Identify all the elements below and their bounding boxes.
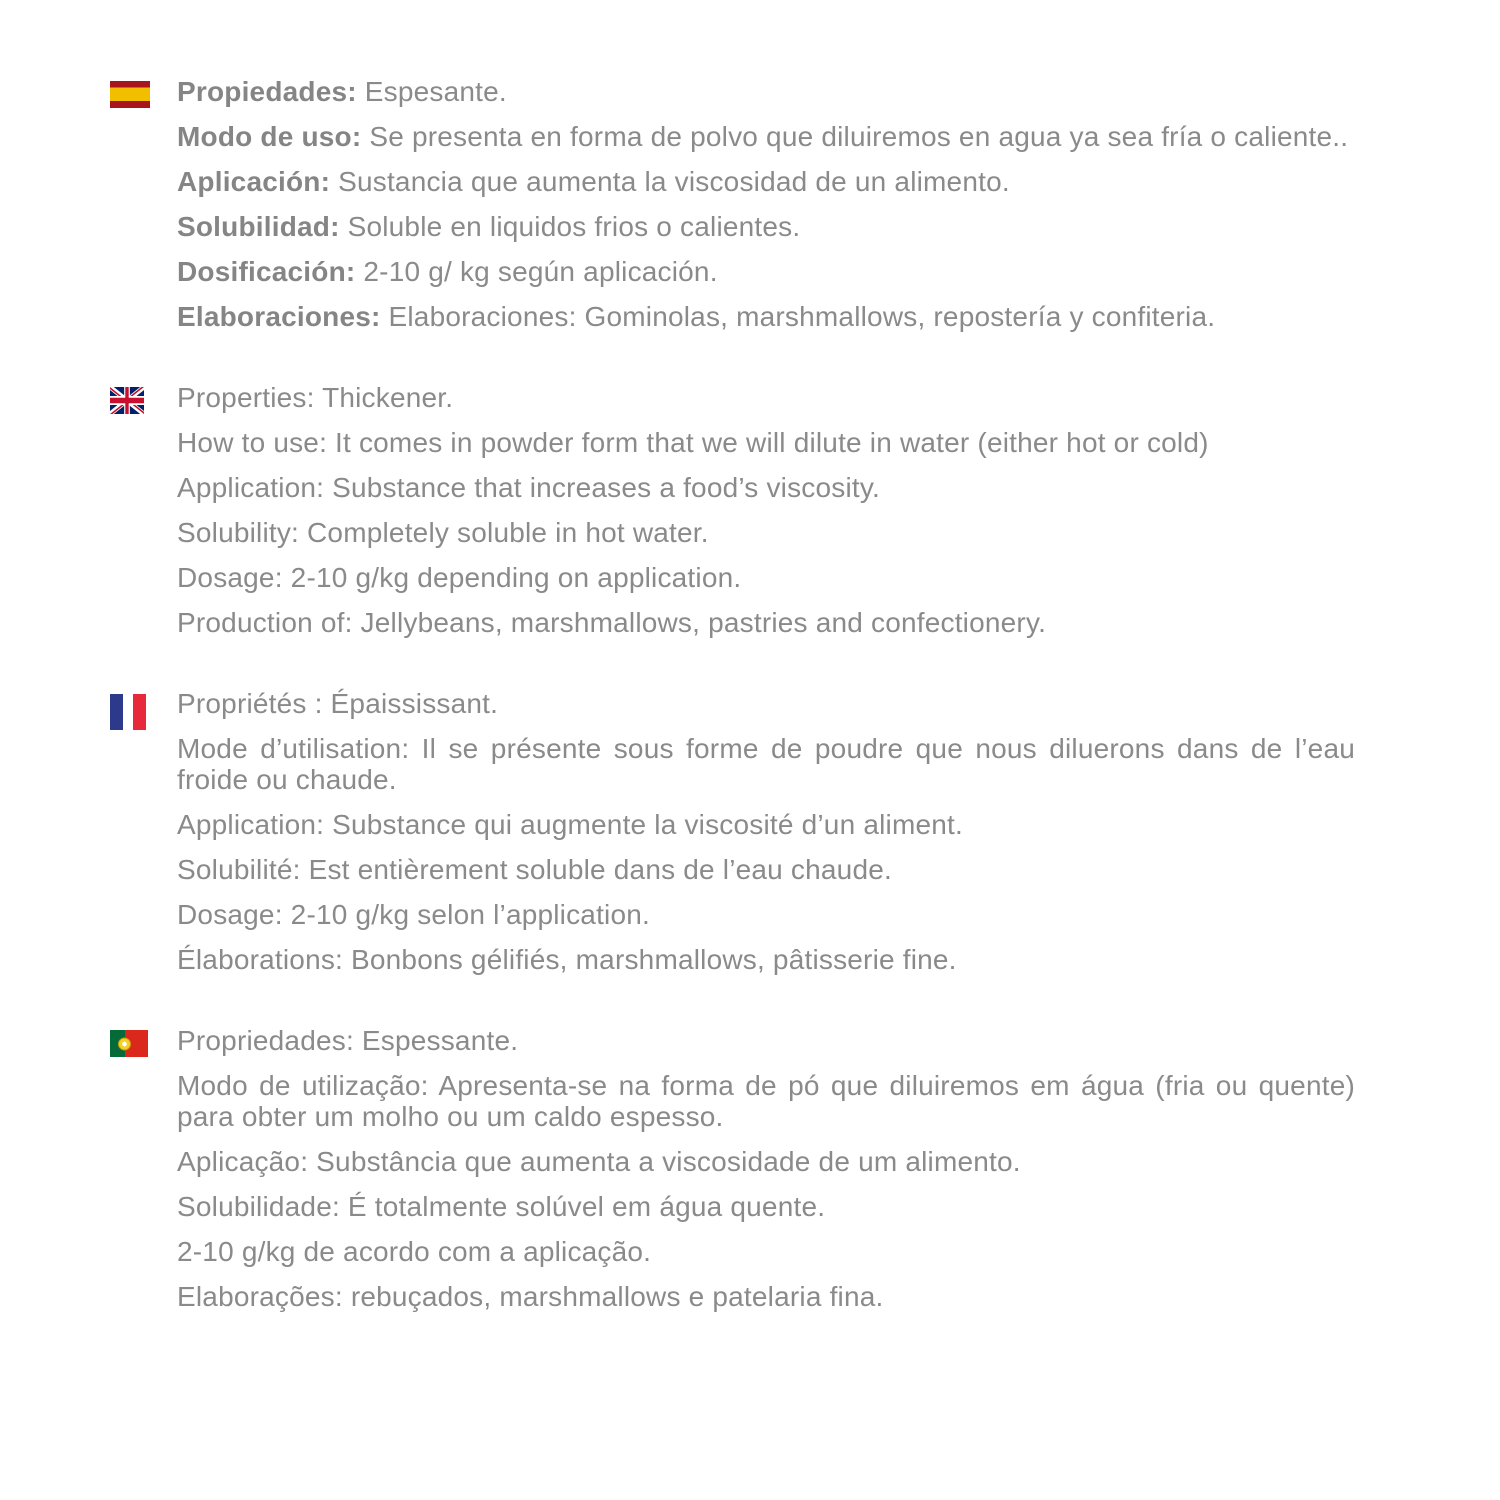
portugal-flag-icon bbox=[110, 1030, 148, 1057]
row-label: Propiedades: bbox=[177, 76, 357, 107]
section-spanish bbox=[110, 76, 1355, 332]
section-spanish-content bbox=[177, 76, 1355, 332]
fr-properties-line: Propriétés : Épaississant. bbox=[177, 688, 499, 719]
section-portuguese bbox=[110, 1025, 1355, 1312]
es-properties-line bbox=[177, 76, 1355, 107]
flag-column bbox=[110, 382, 177, 638]
fr-application-line: Application: Substance qui augmente la viscosité d’un aliment. bbox=[177, 809, 963, 840]
row-text: Soluble en liquidos frios o calientes. bbox=[347, 211, 801, 242]
row-label: Solubilidad: bbox=[177, 211, 340, 242]
row-text: Se presenta en forma de polvo que diluiremos en agua ya sea fría o caliente.. bbox=[369, 121, 1349, 152]
row-text: Elaboraciones: Gominolas, marshmallows, repostería y confiteria. bbox=[388, 301, 1216, 332]
flag-column bbox=[110, 688, 177, 975]
pt-usage-line: Modo de utilização: Apresenta-se na forma de pó que diluiremos em água (fria ou quente) para obter um molho ou um caldo espesso. bbox=[177, 1070, 1355, 1132]
fr-usage-line: Mode d’utilisation: Il se présente sous forme de poudre que nous diluerons dans de l’eau froide ou chaude. bbox=[177, 733, 1355, 795]
pt-properties-line: Propriedades: Espessante. bbox=[177, 1025, 519, 1056]
section-english-content bbox=[177, 382, 1355, 638]
row-label: Dosificación: bbox=[177, 256, 356, 287]
en-properties-line: Properties: Thickener. bbox=[177, 382, 454, 413]
en-application-line: Application: Substance that increases a food’s viscosity. bbox=[177, 472, 880, 503]
fr-solubility-line: Solubilité: Est entièrement soluble dans de l’eau chaude. bbox=[177, 854, 892, 885]
fr-elaborations-line: Élaborations: Bonbons gélifiés, marshmallows, pâtisserie fine. bbox=[177, 944, 957, 975]
es-usage-line bbox=[177, 121, 1355, 152]
en-production-line: Production of: Jellybeans, marshmallows, pastries and confectionery. bbox=[177, 607, 1047, 638]
row-label: Aplicación: bbox=[177, 166, 331, 197]
es-solubility-line bbox=[177, 211, 1355, 242]
spain-flag-icon bbox=[110, 81, 150, 108]
section-english bbox=[110, 382, 1355, 638]
section-french-content bbox=[177, 688, 1355, 975]
en-usage-line: How to use: It comes in powder form that we will dilute in water (either hot or cold) bbox=[177, 427, 1209, 458]
section-portuguese-content bbox=[177, 1025, 1355, 1312]
portugal-emblem-icon bbox=[118, 1037, 131, 1050]
uk-flag-icon bbox=[110, 387, 144, 414]
en-dosage-line: Dosage: 2-10 g/kg depending on application. bbox=[177, 562, 742, 593]
fr-dosage-line: Dosage: 2-10 g/kg selon l’application. bbox=[177, 899, 651, 930]
es-dosage-line bbox=[177, 256, 1355, 287]
es-application-line bbox=[177, 166, 1355, 197]
pt-solubility-line: Solubilidade: É totalmente solúvel em água quente. bbox=[177, 1191, 826, 1222]
es-elaborations-line bbox=[177, 301, 1355, 332]
en-solubility-line: Solubility: Completely soluble in hot water. bbox=[177, 517, 709, 548]
row-label: Elaboraciones: bbox=[177, 301, 381, 332]
row-text: 2-10 g/ kg según aplicación. bbox=[363, 256, 718, 287]
pt-application-line: Aplicação: Substância que aumenta a viscosidade de um alimento. bbox=[177, 1146, 1021, 1177]
row-text: Sustancia que aumenta la viscosidad de un alimento. bbox=[338, 166, 1010, 197]
pt-elaborations-line: Elaborações: rebuçados, marshmallows e patelaria fina. bbox=[177, 1281, 884, 1312]
pt-dosage-line: 2-10 g/kg de acordo com a aplicação. bbox=[177, 1236, 652, 1267]
france-flag-icon bbox=[110, 694, 146, 730]
row-label: Modo de uso: bbox=[177, 121, 362, 152]
flag-column bbox=[110, 76, 177, 332]
section-french bbox=[110, 688, 1355, 975]
flag-column bbox=[110, 1025, 177, 1312]
row-text: Espesante. bbox=[364, 76, 507, 107]
